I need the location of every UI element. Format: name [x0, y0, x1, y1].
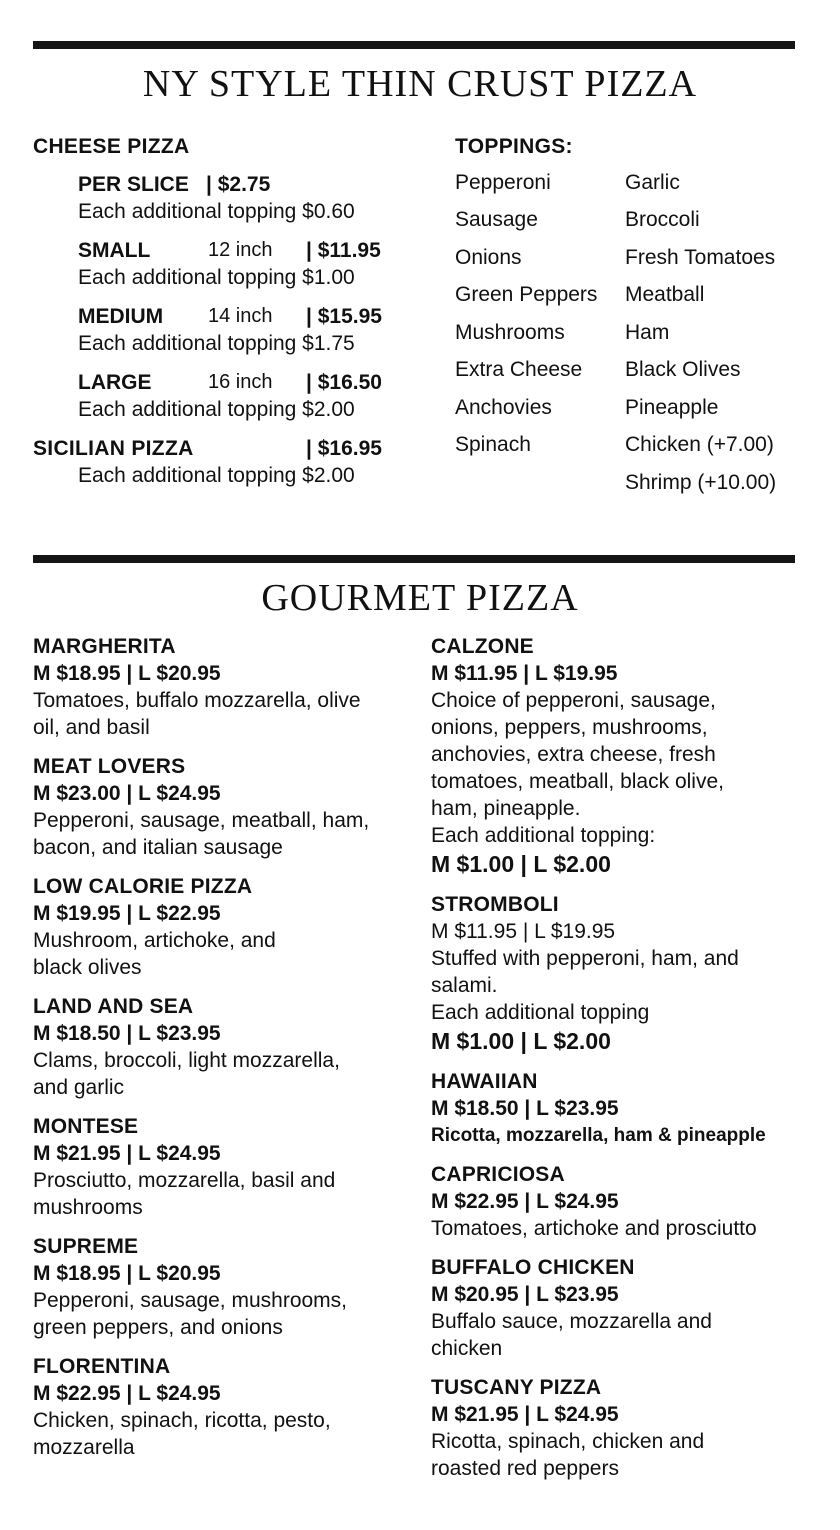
size-row-small	[78, 239, 408, 265]
item-desc: Tomatoes, artichoke and prosciutto	[431, 1217, 757, 1240]
item-name: MONTESE	[33, 1115, 139, 1138]
item-desc: Each additional topping	[431, 1001, 650, 1024]
item-desc: bacon, and italian sausage	[33, 836, 283, 859]
item-price: M $21.95 | L $24.95	[431, 1403, 619, 1426]
size-note: Each additional topping $1.00	[78, 266, 355, 289]
topping-item: Pineapple	[625, 396, 719, 419]
menu-item	[33, 873, 413, 981]
toppings-heading: TOPPINGS:	[455, 135, 573, 158]
size-name: MEDIUM	[78, 305, 164, 328]
menu-item	[33, 1353, 413, 1461]
size-name: PER SLICE	[78, 173, 189, 196]
topping-item: Garlic	[625, 171, 680, 194]
topping-item: Green Peppers	[455, 283, 598, 306]
size-price: | $16.50	[306, 371, 382, 394]
item-desc: onions, peppers, mushrooms,	[431, 716, 708, 739]
menu-item-stromboli	[431, 891, 811, 1056]
topping-item: Pepperoni	[455, 171, 551, 194]
item-name: CALZONE	[431, 635, 534, 658]
item-name: BUFFALO CHICKEN	[431, 1256, 635, 1279]
item-name: LAND AND SEA	[33, 995, 194, 1018]
menu-item	[431, 1068, 811, 1149]
item-name: SUPREME	[33, 1235, 139, 1258]
item-price: M $23.00 | L $24.95	[33, 782, 221, 805]
topping-item: Sausage	[455, 208, 538, 231]
item-price: M $18.95 | L $20.95	[33, 662, 221, 685]
item-desc: Each additional topping:	[431, 824, 656, 847]
menu-item	[33, 753, 413, 861]
item-desc: Choice of pepperoni, sausage,	[431, 689, 716, 712]
gourmet-section-title: GOURMET PIZZA	[261, 577, 579, 619]
menu-item	[33, 633, 413, 741]
item-price: M $18.50 | L $23.95	[431, 1097, 619, 1120]
size-row-slice	[78, 173, 408, 199]
item-price: M $20.95 | L $23.95	[431, 1283, 619, 1306]
item-desc: Tomatoes, buffalo mozzarella, olive	[33, 689, 361, 712]
size-inch: 16 inch	[208, 371, 273, 393]
topping-item: Shrimp (+10.00)	[625, 471, 777, 494]
topping-item: Onions	[455, 246, 522, 269]
middle-rule	[33, 555, 795, 563]
cheese-pizza-heading: CHEESE PIZZA	[33, 135, 190, 158]
item-desc: mushrooms	[33, 1196, 143, 1219]
item-desc: tomatoes, meatball, black olive,	[431, 770, 724, 793]
item-name: STROMBOLI	[431, 893, 559, 916]
ny-section-title: NY STYLE THIN CRUST PIZZA	[142, 63, 698, 105]
menu-item	[33, 993, 413, 1101]
item-desc: Stuffed with pepperoni, ham, and	[431, 947, 739, 970]
size-inch: 12 inch	[208, 239, 273, 261]
item-name: MEAT LOVERS	[33, 755, 186, 778]
item-name: CAPRICIOSA	[431, 1163, 565, 1186]
sicilian-pizza-heading: SICILIAN PIZZA	[33, 437, 194, 460]
menu-item	[33, 1113, 413, 1221]
sicilian-note: Each additional topping $2.00	[78, 464, 355, 487]
topping-item: Fresh Tomatoes	[625, 246, 776, 269]
item-price: M $22.95 | L $24.95	[431, 1190, 619, 1213]
sicilian-price: | $16.95	[306, 437, 382, 460]
topping-item: Meatball	[625, 283, 705, 306]
size-row-large	[78, 371, 408, 397]
item-desc: Mushroom, artichoke, and	[33, 929, 276, 952]
item-name: LOW CALORIE PIZZA	[33, 875, 253, 898]
topping-item: Anchovies	[455, 396, 552, 419]
menu-item	[33, 1233, 413, 1341]
size-price: | $15.95	[306, 305, 382, 328]
item-price: M $11.95 | L $19.95	[431, 662, 618, 685]
topping-item: Ham	[625, 321, 670, 344]
topping-item: Extra Cheese	[455, 358, 583, 381]
gourmet-left-column	[33, 633, 413, 1473]
topping-item: Spinach	[455, 433, 531, 456]
item-desc: ham, pineapple.	[431, 797, 581, 820]
item-desc: roasted red peppers	[431, 1457, 619, 1480]
item-desc: Chicken, spinach, ricotta, pesto,	[33, 1409, 331, 1432]
size-note: Each additional topping $0.60	[78, 200, 355, 223]
size-row-medium	[78, 305, 408, 331]
menu-item	[431, 1254, 811, 1362]
size-inch: 14 inch	[208, 305, 273, 327]
size-note: Each additional topping $2.00	[78, 398, 355, 421]
gourmet-right-column	[431, 633, 811, 1494]
item-desc: oil, and basil	[33, 716, 150, 739]
item-price: M $11.95 | L $19.95	[431, 920, 616, 943]
item-desc: salami.	[431, 974, 498, 997]
size-note: Each additional topping $1.75	[78, 332, 355, 355]
item-desc: Pepperoni, sausage, mushrooms,	[33, 1289, 348, 1312]
item-name: FLORENTINA	[33, 1355, 171, 1378]
item-desc: Buffalo sauce, mozzarella and	[431, 1310, 712, 1333]
item-desc: Clams, broccoli, light mozzarella,	[33, 1049, 340, 1072]
item-desc: Pepperoni, sausage, meatball, ham,	[33, 809, 370, 832]
item-name: HAWAIIAN	[431, 1070, 538, 1093]
item-desc: Prosciutto, mozzarella, basil and	[33, 1169, 336, 1192]
item-desc: anchovies, extra cheese, fresh	[431, 743, 716, 766]
menu-item-calzone	[431, 633, 811, 879]
item-desc: Ricotta, mozzarella, ham & pineapple	[431, 1125, 766, 1146]
topping-item: Black Olives	[625, 358, 741, 381]
size-name: SMALL	[78, 239, 151, 262]
item-extra-price: M $1.00 | L $2.00	[431, 851, 611, 877]
menu-item	[431, 1161, 811, 1242]
topping-item: Chicken (+7.00)	[625, 433, 774, 456]
item-extra-price: M $1.00 | L $2.00	[431, 1028, 611, 1054]
item-desc: green peppers, and onions	[33, 1316, 283, 1339]
size-name: LARGE	[78, 371, 152, 394]
topping-item: Broccoli	[625, 208, 700, 231]
item-name: MARGHERITA	[33, 635, 176, 658]
size-price: | $11.95	[306, 239, 381, 262]
menu-item	[431, 1374, 811, 1482]
item-desc: Ricotta, spinach, chicken and	[431, 1430, 705, 1453]
item-price: M $21.95 | L $24.95	[33, 1142, 221, 1165]
item-desc: chicken	[431, 1337, 503, 1360]
item-desc: black olives	[33, 956, 142, 979]
item-desc: and garlic	[33, 1076, 125, 1099]
topping-item: Mushrooms	[455, 321, 565, 344]
size-price: | $2.75	[206, 173, 271, 196]
item-desc: mozzarella	[33, 1436, 135, 1459]
item-price: M $18.50 | L $23.95	[33, 1022, 221, 1045]
item-price: M $18.95 | L $20.95	[33, 1262, 221, 1285]
item-name: TUSCANY PIZZA	[431, 1376, 602, 1399]
top-rule	[33, 41, 795, 49]
item-price: M $22.95 | L $24.95	[33, 1382, 221, 1405]
item-price: M $19.95 | L $22.95	[33, 902, 221, 925]
